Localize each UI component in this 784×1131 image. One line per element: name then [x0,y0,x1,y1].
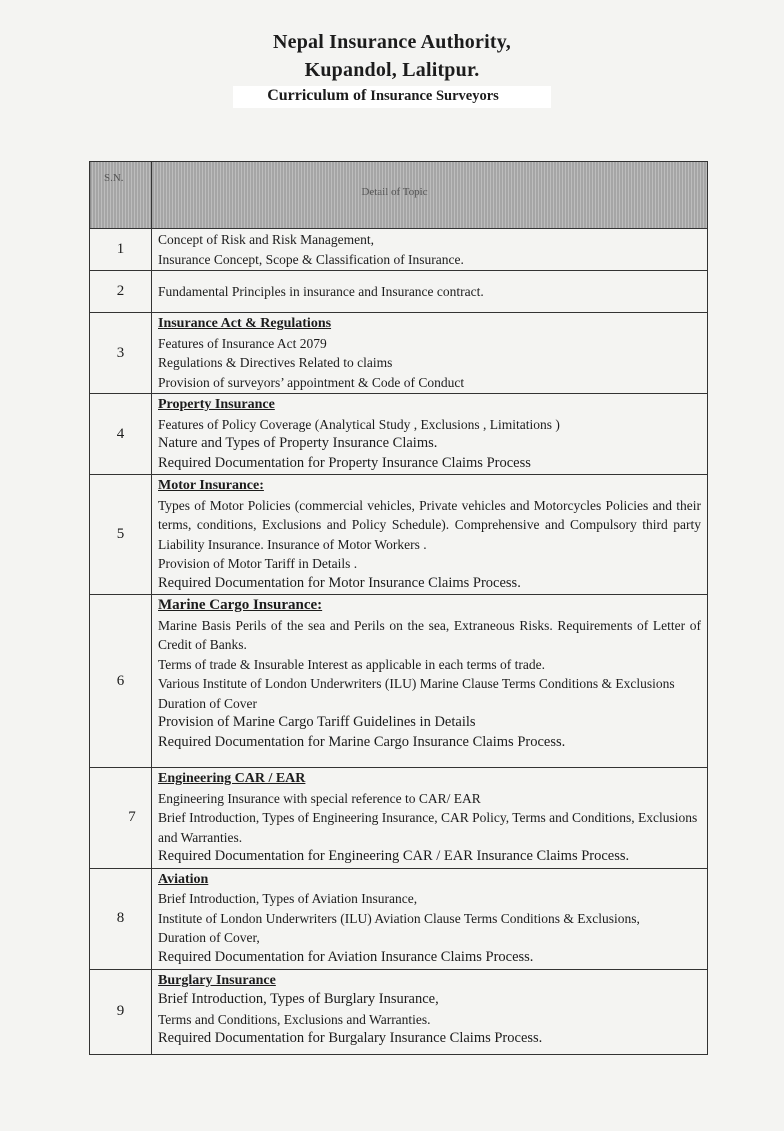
topic-title: Engineering CAR / EAR [158,771,306,786]
topic-line: Brief Introduction, Types of Burglary Insurance, [158,991,439,1007]
topic-line: Types of Motor Policies (commercial vehicles, Private vehicles and Motorcycles Policies and their terms, conditions, Exclusions and Policy Schedule). Comprehensive and Compulsory third party Liability Insurance. Insurance of Motor Workers . [158,497,701,552]
topic-line: Regulations & Directives Related to claims [158,355,393,370]
topic-line: Provision of Motor Tariff in Details . [158,556,358,571]
topic-line: Required Documentation for Marine Cargo Insurance Claims Process. [158,733,566,750]
topic-line: Provision of surveyors’ appointment & Code of Conduct [158,374,465,390]
row-number: 6 [90,595,152,768]
topic-line: Terms and Conditions, Exclusions and Warranties. [158,1011,431,1027]
topic-line: Features of Insurance Act 2079 [158,335,327,351]
row-number: 2 [90,271,152,313]
topic-line: Duration of Cover [158,695,257,711]
topic-line: Features of Policy Coverage (Analytical Study , Exclusions , Limitations ) [158,416,560,432]
topic-line: Required Documentation for Engineering CAR / EAR Insurance Claims Process. [158,848,630,864]
topic-line: Fundamental Principles in insurance and Insurance contract. [158,283,484,299]
table-row [90,475,708,595]
topic-detail [152,271,708,313]
table-row [90,313,708,394]
topic-line: Required Documentation for Motor Insurance Claims Process. [158,574,521,591]
topic-line: Nature and Types of Property Insurance Claims. [158,435,438,451]
topic-line: Terms of trade & Insurable Interest as applicable in each terms of trade. [158,656,546,672]
row-number: 4 [90,394,152,475]
topic-detail [152,768,708,869]
table-row [90,271,708,313]
row-number: 9 [90,969,152,1054]
row-number: 3 [90,313,152,394]
topic-line: Marine Basis Perils of the sea and Perils on the sea, Extraneous Risks. Requirements of Letter of Credit of Banks. [158,617,701,652]
table-row [90,768,708,869]
document-title-part-b: Insurance Surveyors [370,88,499,104]
topic-line: Insurance Concept, Scope & Classification of Insurance. [158,251,464,267]
topic-detail [152,595,708,768]
document-title-part-a: Curriculum of [267,87,367,104]
topic-line: Brief Introduction, Types of Engineering Insurance, CAR Policy, Terms and Conditions, Exclusions and Warranties. [158,810,698,845]
table-row [90,394,708,475]
table-row [90,595,708,768]
table-row [90,229,708,271]
row-number: 7 [90,768,152,869]
topic-line: Provision of Marine Cargo Tariff Guidelines in Details [158,714,476,730]
topic-title: Burglary Insurance [158,972,276,988]
document-title [233,86,551,108]
row-number: 1 [90,229,152,271]
topic-detail [152,394,708,475]
topic-title: Insurance Act & Regulations [158,316,332,331]
column-header-topic: Detail of Topic [152,162,708,229]
topic-title: Marine Cargo Insurance: [158,597,323,613]
topic-line: Various Institute of London Underwriters (ILU) Marine Clause Terms Conditions & Exclusions [158,676,675,691]
topic-line: Institute of London Underwriters (ILU) Aviation Clause Terms Conditions & Exclusions, [158,910,640,926]
curriculum-table [89,161,708,1055]
topic-title: Property Insurance [158,397,275,412]
topic-line: Concept of Risk and Risk Management, [158,232,374,247]
topic-detail [152,313,708,394]
topic-line: Duration of Cover, [158,930,260,945]
table-row [90,868,708,969]
column-header-sn: S.N. [90,162,152,229]
authority-address: Kupandol, Lalitpur. [304,59,480,81]
topic-title: Aviation [158,871,209,887]
authority-name: Nepal Insurance Authority, [272,31,511,53]
table-header-row [90,162,708,229]
row-number: 5 [90,475,152,595]
topic-detail [152,229,708,271]
topic-detail [152,475,708,595]
topic-title: Motor Insurance: [158,478,264,493]
topic-line: Brief Introduction, Types of Aviation Insurance, [158,891,418,906]
row-number: 8 [90,868,152,969]
topic-detail [152,969,708,1054]
topic-line: Engineering Insurance with special reference to CAR/ EAR [158,790,481,806]
topic-line: Required Documentation for Burgalary Insurance Claims Process. [158,1030,543,1046]
topic-detail [152,868,708,969]
document-header [0,28,784,108]
topic-line: Required Documentation for Aviation Insurance Claims Process. [158,948,534,965]
table-row [90,969,708,1054]
topic-line: Required Documentation for Property Insurance Claims Process [158,454,531,471]
